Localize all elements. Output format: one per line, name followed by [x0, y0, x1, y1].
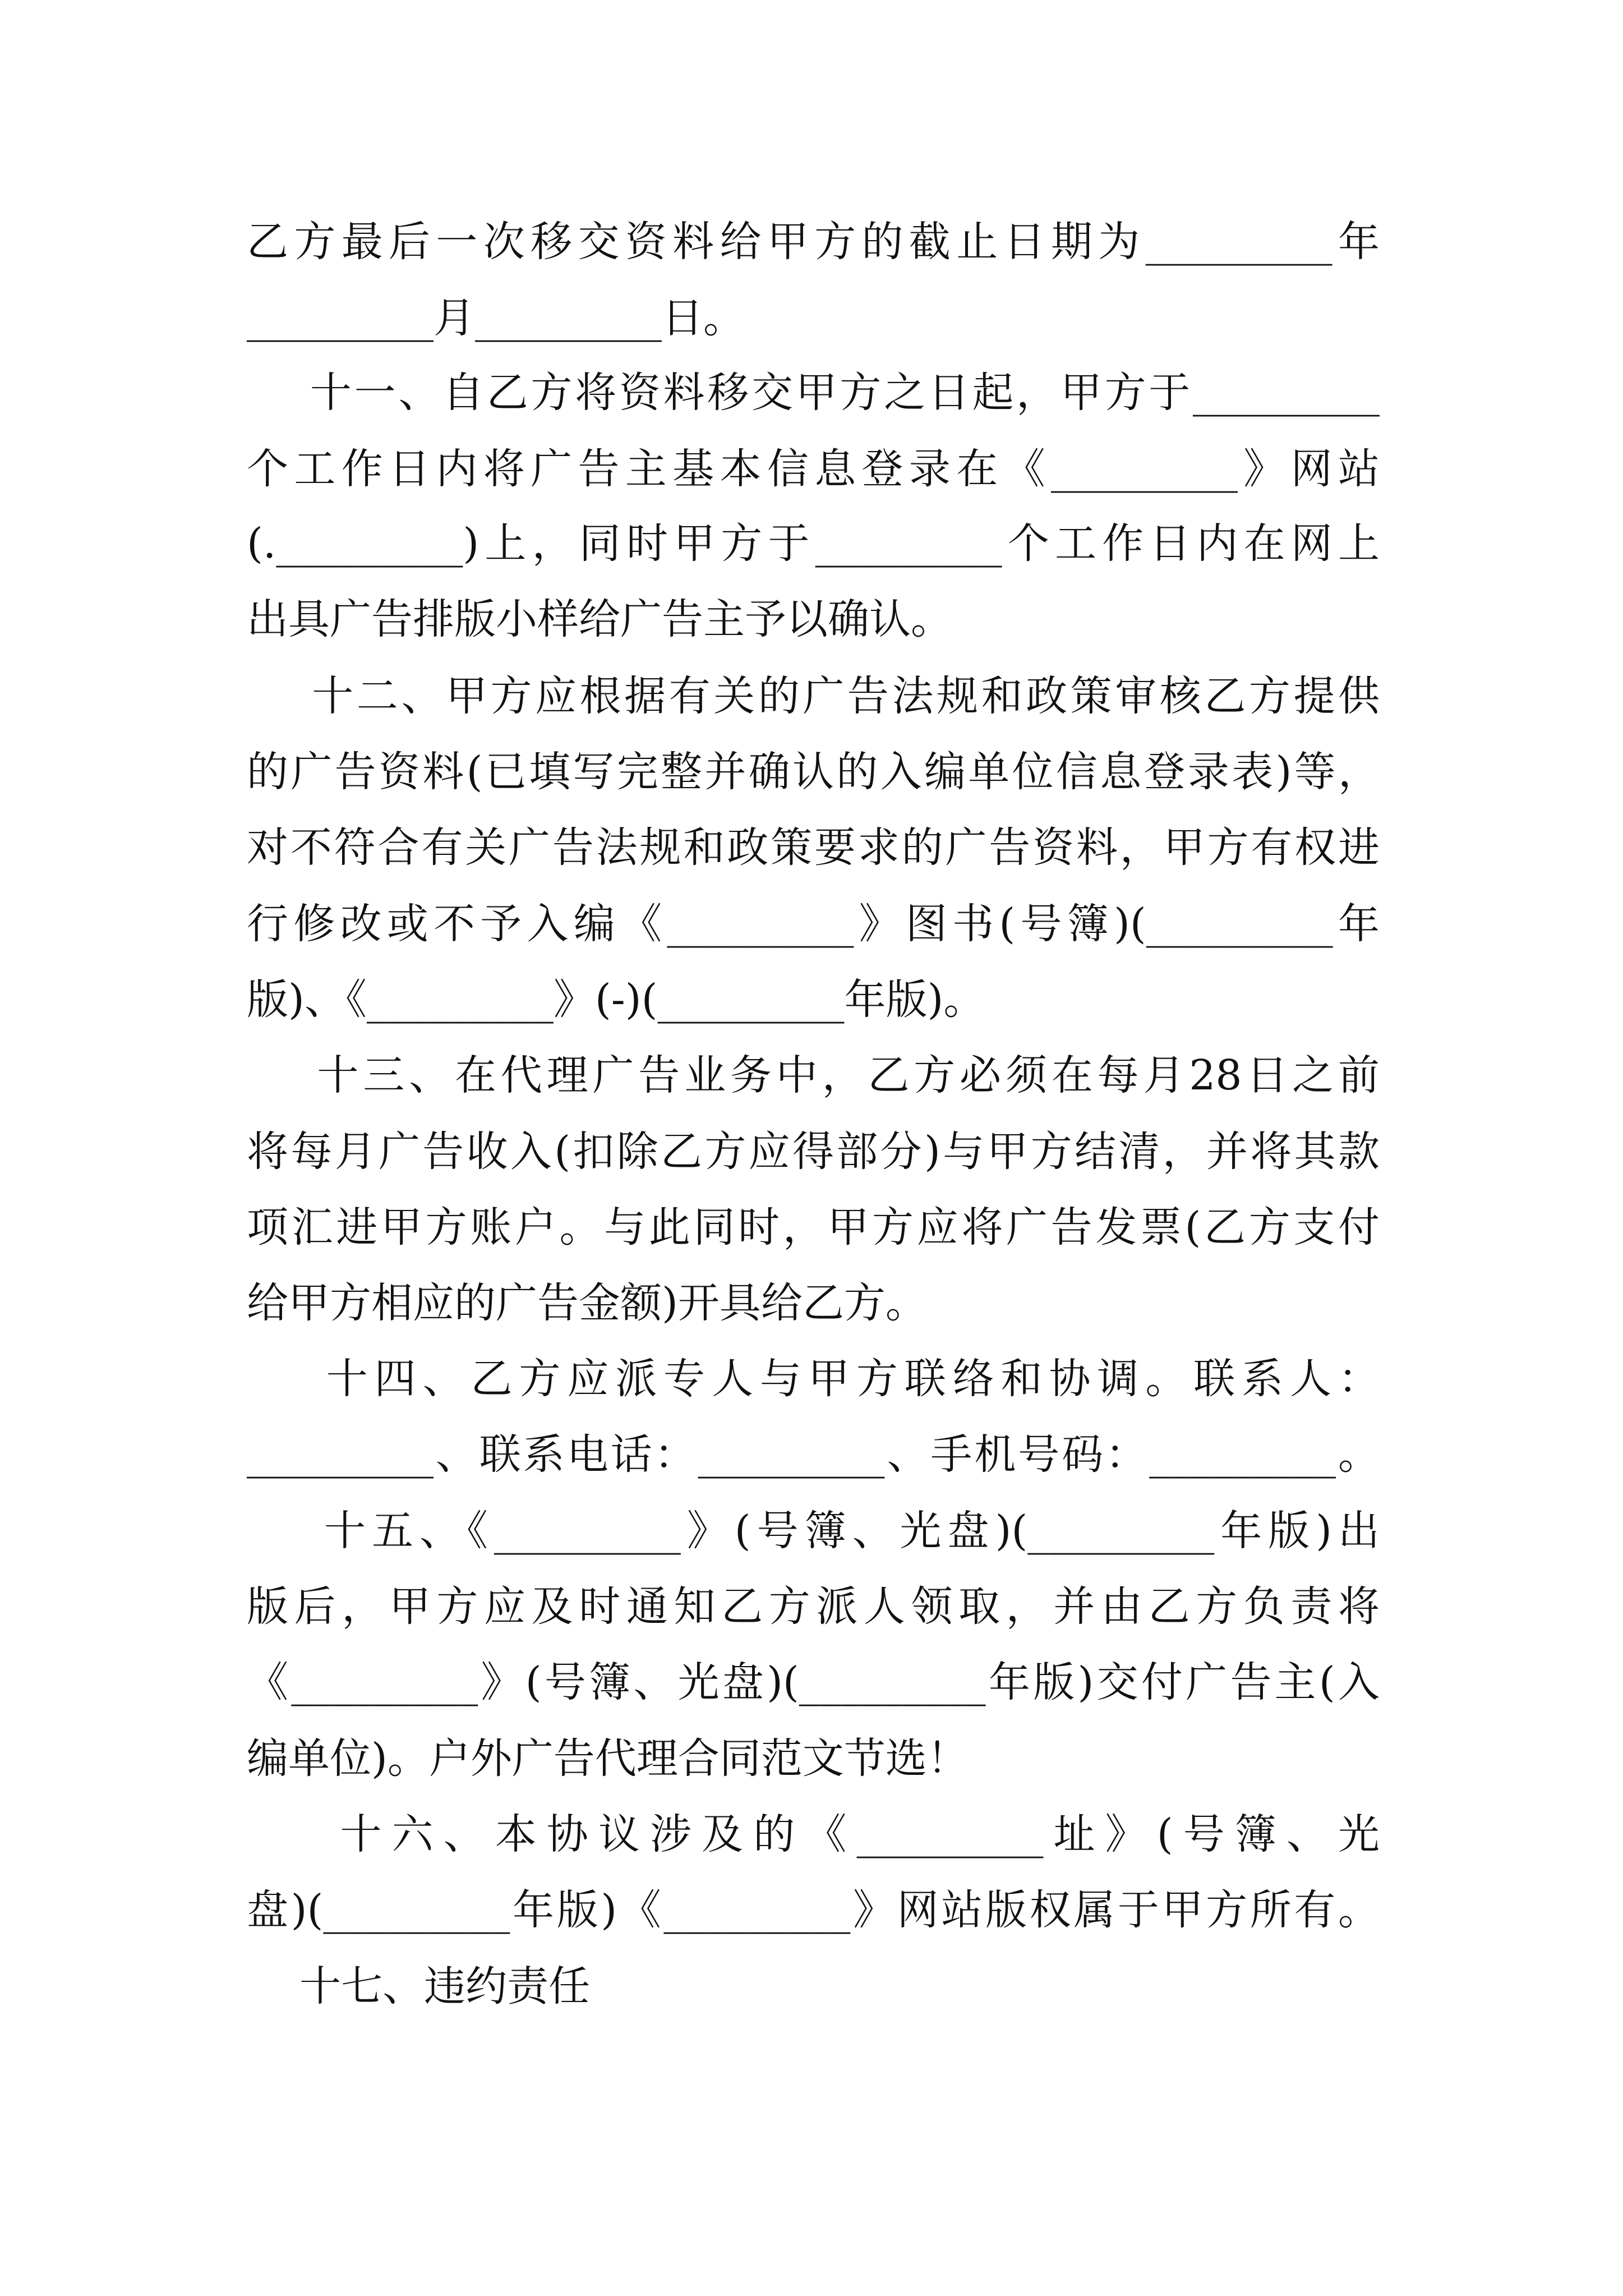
text-line-3: 十一、自乙方将资料移交甲方之日起，甲方于_________	[247, 369, 1380, 417]
text-line-2: _________月_________日。	[247, 294, 745, 342]
text-line-24: 十七、违约责任	[247, 1962, 591, 2010]
text-line-8: 的广告资料(已填写完整并确认的入编单位信息登录表)等，	[247, 748, 1380, 796]
text-line-23: 盘)(_________年版)《_________》网站版权属于甲方所有。	[247, 1886, 1380, 1934]
text-line-7: 十二、甲方应根据有关的广告法规和政策审核乙方提供	[247, 672, 1380, 720]
text-line-22: 十六、本协议涉及的《_________址》(号簿、光	[247, 1810, 1380, 1858]
text-line-19: 版后，甲方应及时通知乙方派人领取，并由乙方负责将	[247, 1582, 1380, 1631]
text-line-4: 个工作日内将广告主基本信息登录在《_________》网站	[247, 445, 1380, 493]
text-line-10: 行修改或不予入编《_________》图书(号簿)(_________年	[247, 900, 1380, 948]
text-line-9: 对不符合有关广告法规和政策要求的广告资料，甲方有权进	[247, 823, 1380, 872]
text-line-11: 版)、《_________》(-)(_________年版)。	[247, 976, 985, 1024]
text-line-14: 项汇进甲方账户。与此同时，甲方应将广告发票(乙方支付	[247, 1203, 1380, 1251]
text-line-17: _________、联系电话：_________、手机号码：_________。	[247, 1430, 1380, 1479]
text-line-20: 《_________》(号簿、光盘)(_________年版)交付广告主(入	[247, 1658, 1380, 1706]
text-line-13: 将每月广告收入(扣除乙方应得部分)与甲方结清，并将其款	[247, 1128, 1380, 1176]
text-line-21: 编单位)。户外广告代理合同范文节选！	[247, 1734, 969, 1783]
text-line-18: 十五、《_________》(号簿、光盘)(_________年版)出	[247, 1507, 1380, 1555]
text-line-15: 给甲方相应的广告金额)开具给乙方。	[247, 1279, 927, 1327]
text-line-12: 十三、在代理广告业务中，乙方必须在每月28日之前	[247, 1051, 1380, 1099]
text-line-6: 出具广告排版小样给广告主予以确认。	[247, 595, 952, 643]
text-line-5: (._________)上，同时甲方于_________个工作日内在网上	[247, 519, 1380, 568]
text-line-16: 十四、乙方应派专人与甲方联络和协调。联系人：	[247, 1355, 1380, 1403]
text-line-1: 乙方最后一次移交资料给甲方的截止日期为_________年	[247, 218, 1380, 266]
